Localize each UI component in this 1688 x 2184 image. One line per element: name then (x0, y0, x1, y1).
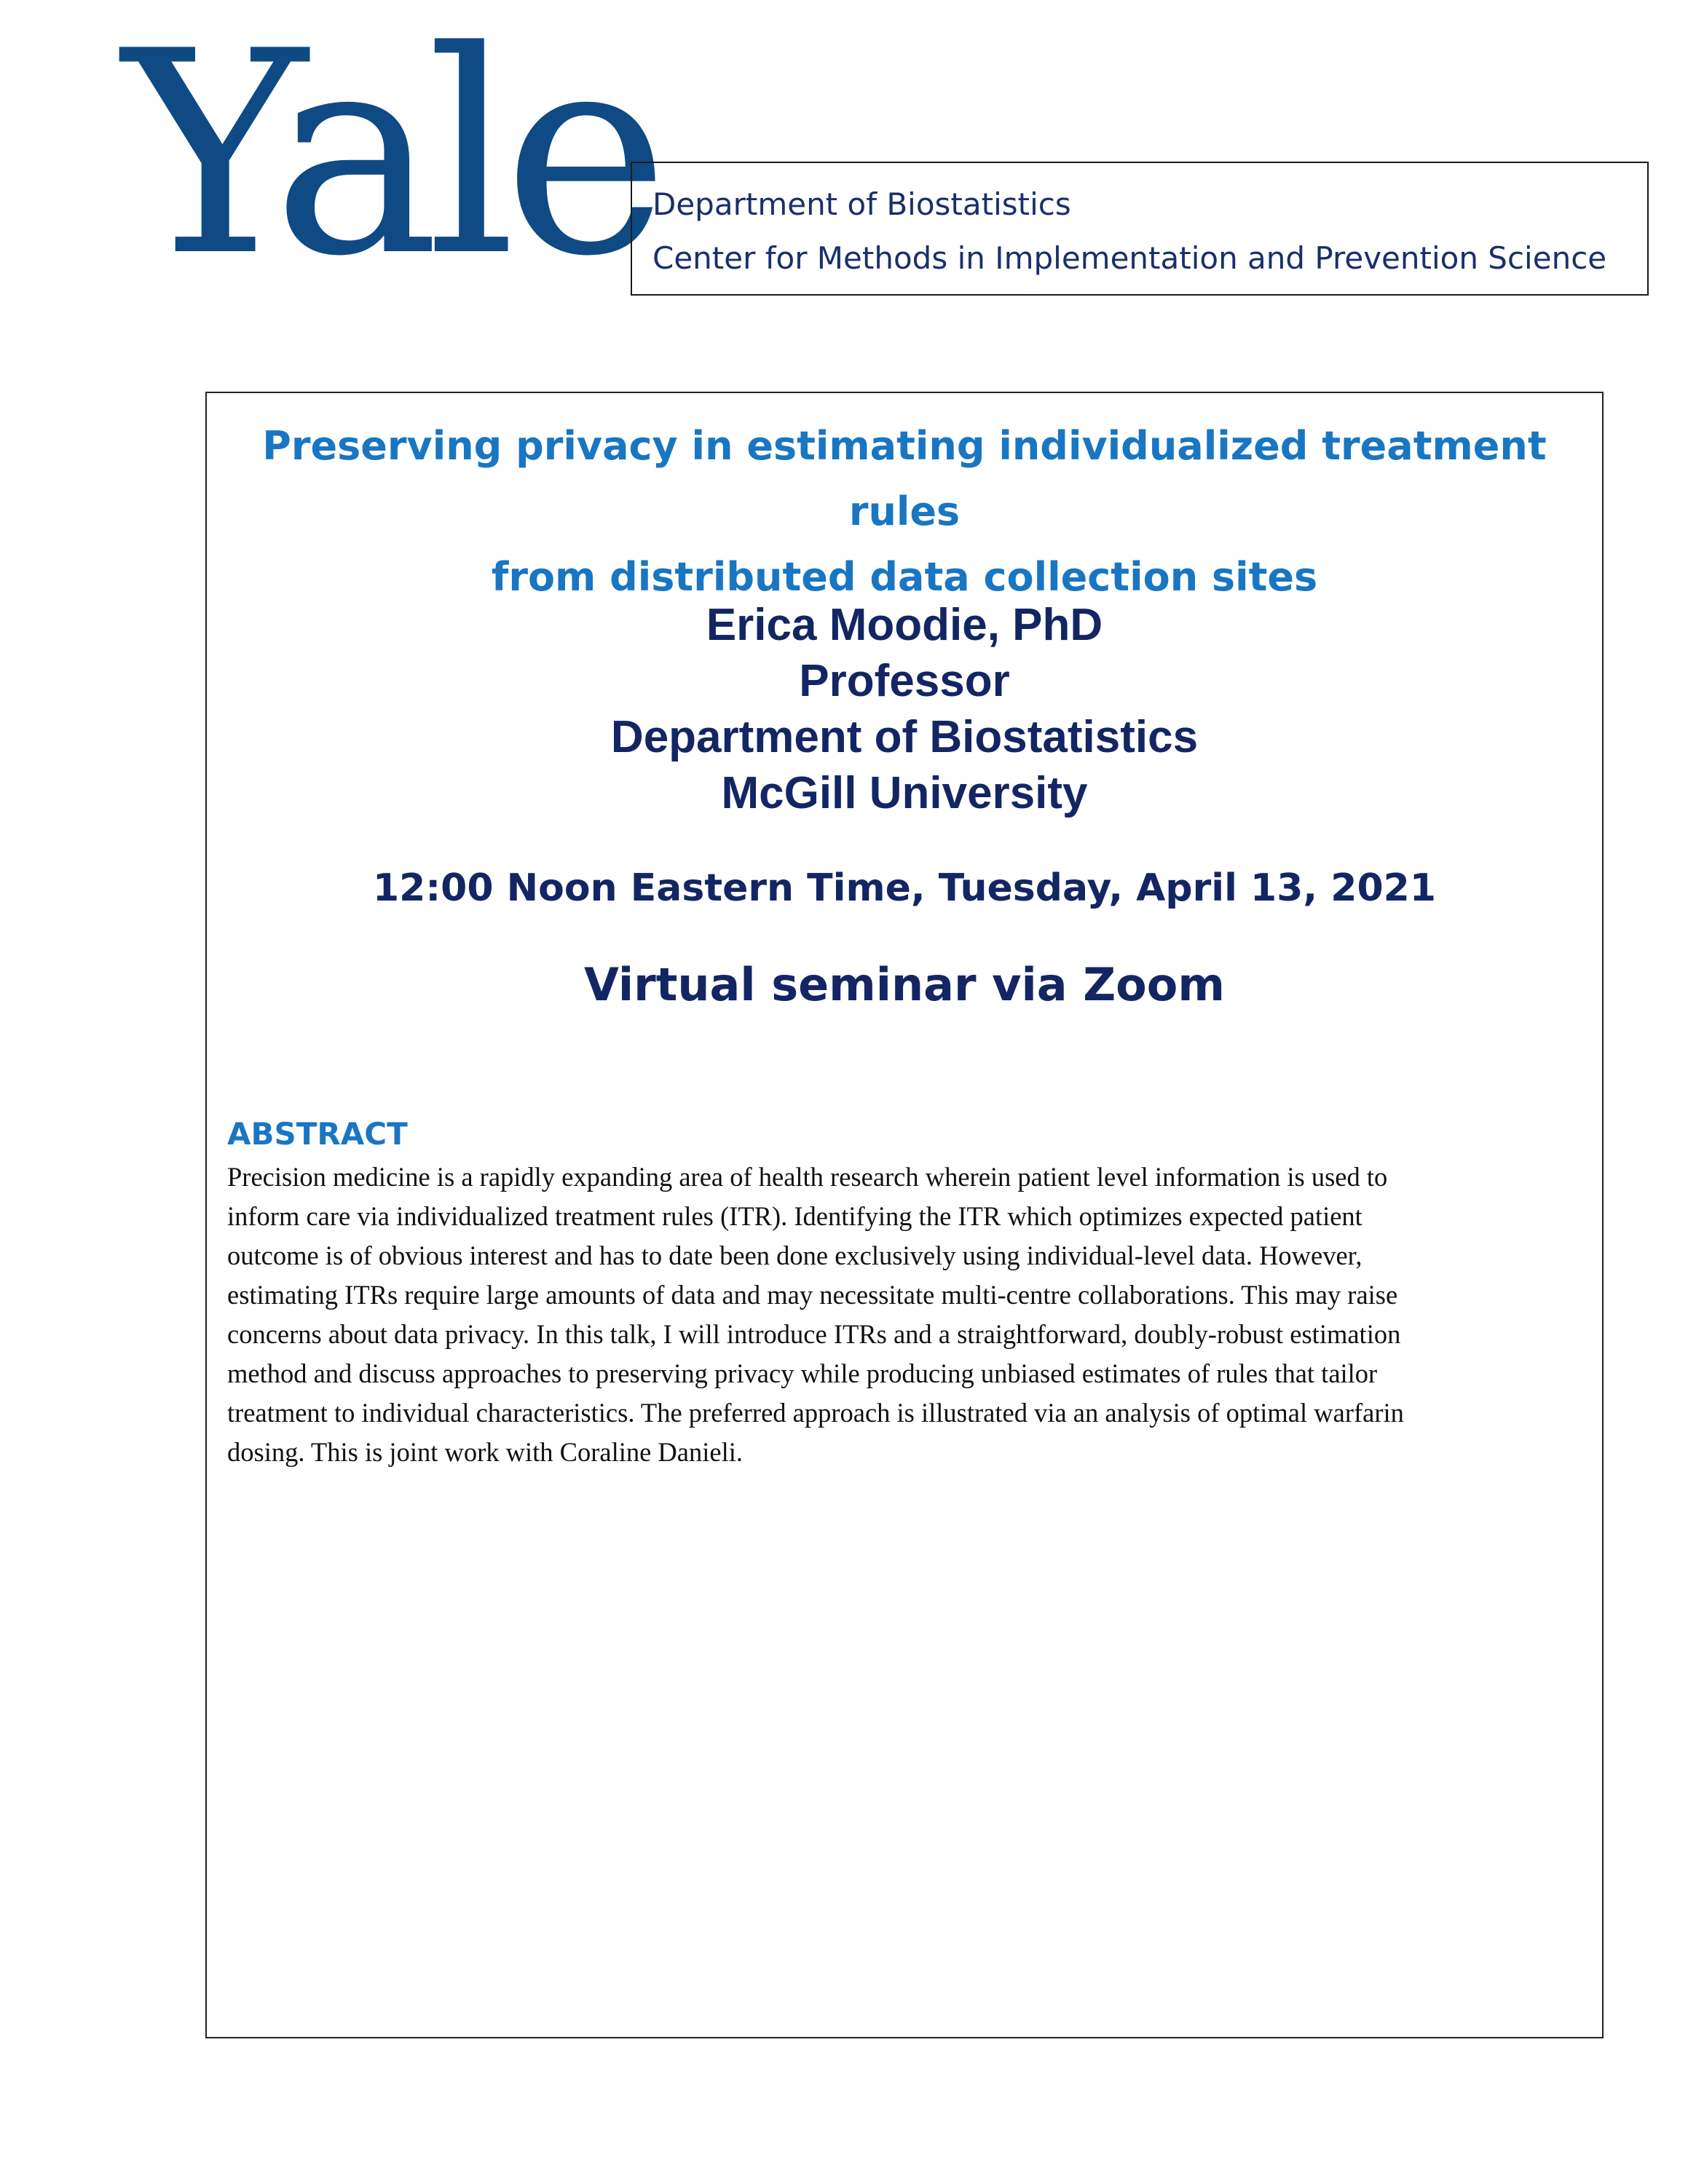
seminar-announcement (205, 392, 1604, 2038)
abstract-line: method and discuss approaches to preserving privacy while producing unbiased estimates of rules that tailor (227, 1358, 1378, 1388)
abstract-line: inform care via individualized treatment rules (ITR). Identifying the ITR which optimizes expected patient (227, 1201, 1362, 1231)
speaker-department: Department of Biostatistics (610, 712, 1199, 762)
seminar-date-time: 12:00 Noon Eastern Time, Tuesday, April 13, 2021 (372, 866, 1436, 910)
seminar-title-line: Preserving privacy in estimating individualized treatment rules (262, 423, 1547, 534)
speaker-name: Erica Moodie, PhD (706, 600, 1103, 650)
speaker-position: Professor (799, 656, 1010, 706)
seminar-venue: Virtual seminar via Zoom (584, 958, 1225, 1011)
abstract-line: dosing. This is joint work with Coraline Danieli. (227, 1437, 743, 1467)
yale-logo: Yale (122, 0, 656, 317)
abstract-line: concerns about data privacy. In this talk, I will introduce ITRs and a straightforward, doubly-robust estimation (227, 1319, 1401, 1349)
center-name: Center for Methods in Implementation and Prevention Science (652, 240, 1607, 276)
department-name: Department of Biostatistics (652, 186, 1071, 222)
abstract-line: estimating ITRs require large amounts of data and may necessitate multi-centre collaborations. This may raise (227, 1280, 1398, 1310)
abstract-text (227, 1158, 1567, 1472)
abstract-line: outcome is of obvious interest and has to date been done exclusively using individual-level data. However, (227, 1241, 1362, 1270)
seminar-title-line: from distributed data collection sites (491, 554, 1318, 600)
speaker-university: McGill University (721, 768, 1088, 818)
abstract-line: treatment to individual characteristics. The preferred approach is illustrated via an analysis of optimal warfarin (227, 1398, 1404, 1428)
department-box (631, 162, 1649, 296)
speaker-info (207, 597, 1602, 821)
abstract-heading: ABSTRACT (227, 1116, 408, 1152)
abstract-line: Precision medicine is a rapidly expanding area of health research wherein patient level information is used to (227, 1162, 1388, 1192)
seminar-title (207, 414, 1602, 610)
